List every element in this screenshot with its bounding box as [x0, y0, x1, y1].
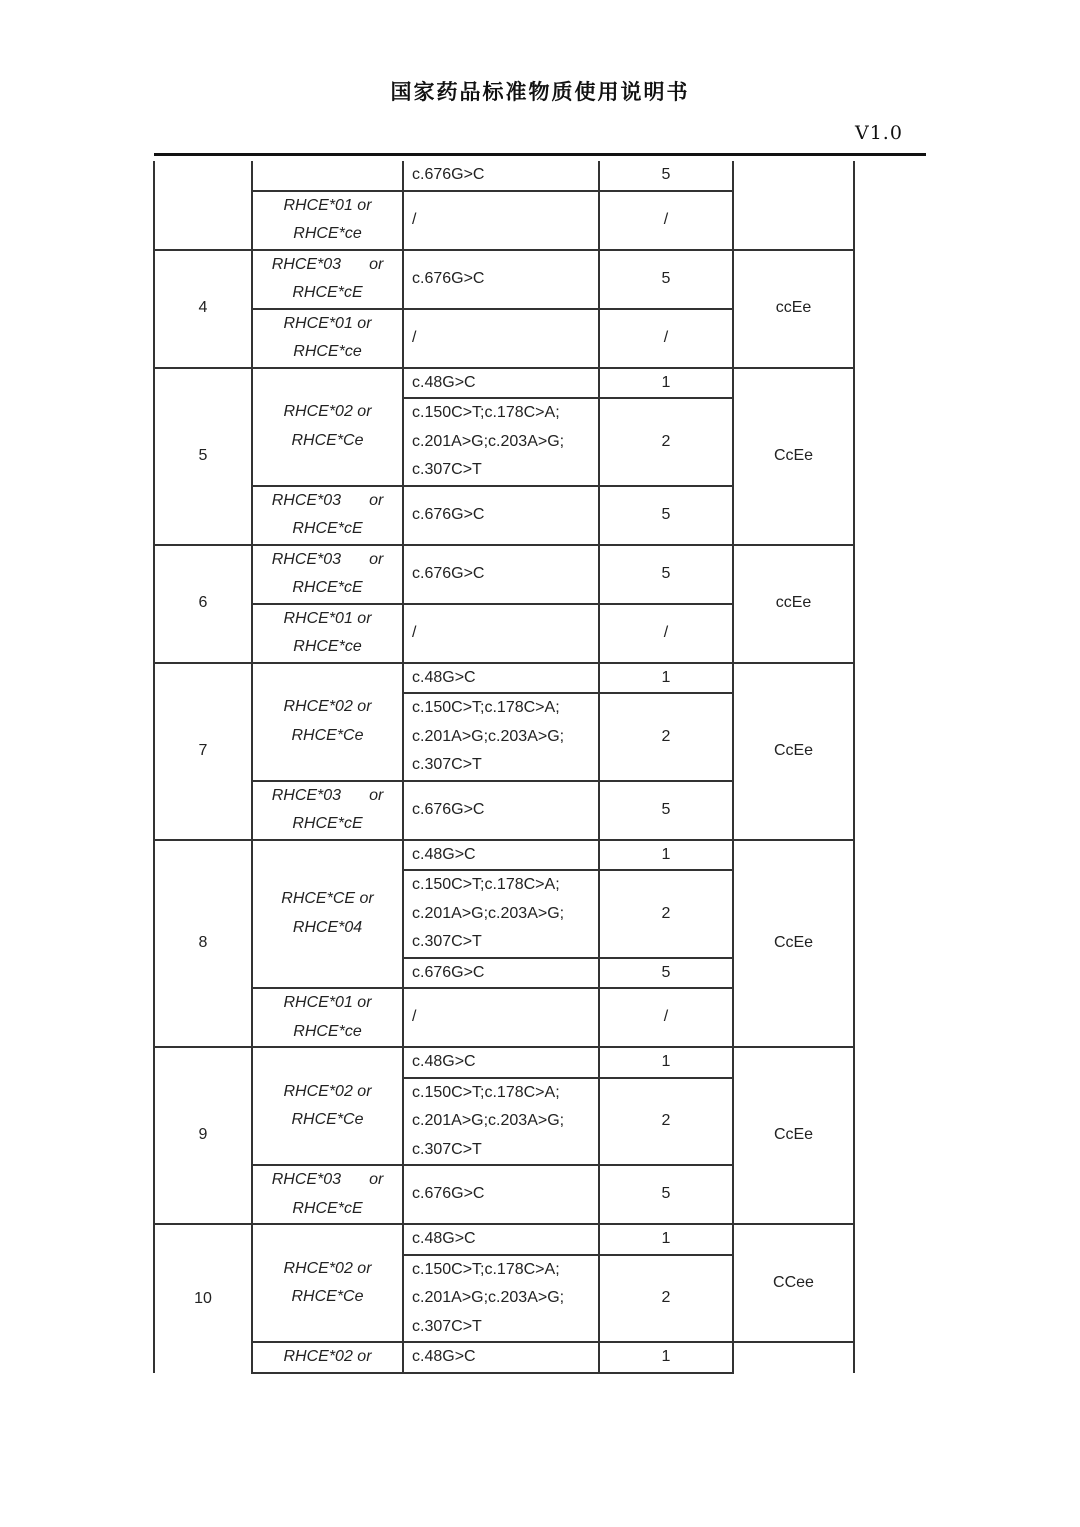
- allele-line: RHCE*03: [271, 1171, 342, 1188]
- exon-cell: 5: [599, 486, 733, 545]
- allele-cell: [252, 486, 403, 545]
- mutation-cell: [403, 1078, 599, 1166]
- exon-cell: 2: [599, 693, 733, 781]
- exon-cell: /: [599, 309, 733, 368]
- allele-line: or: [369, 786, 384, 804]
- version-label: V1.0: [855, 122, 903, 144]
- allele-cell: [252, 545, 403, 604]
- mutation-line: c.150C>T;c.178C>A;: [412, 404, 560, 421]
- mutation-cell: c.676G>C: [403, 486, 599, 545]
- table-row: [154, 840, 854, 871]
- mutation-line: c.307C>T: [412, 461, 482, 478]
- allele-line: RHCE*cE: [292, 815, 363, 832]
- phenotype-cell: ccEe: [733, 545, 854, 663]
- allele-line: RHCE*04: [292, 918, 363, 936]
- allele-cell: [252, 1047, 403, 1165]
- allele-line: RHCE*02 or: [283, 1259, 372, 1277]
- mutation-line: c.201A>G;c.203A>G;: [412, 432, 565, 450]
- allele-line: RHCE*01 or: [283, 196, 372, 214]
- mutation-cell: /: [403, 604, 599, 663]
- allele-line: RHCE*03: [271, 786, 342, 804]
- allele-line: RHCE*Ce: [291, 1111, 364, 1128]
- allele-cell: [252, 988, 403, 1047]
- allele-cell: [252, 250, 403, 309]
- mutation-cell: c.48G>C: [403, 1342, 599, 1373]
- table-row: [154, 545, 854, 604]
- mutation-cell: c.676G>C: [403, 545, 599, 604]
- sample-no-cell: 4: [154, 250, 252, 368]
- allele-line: or: [369, 1171, 384, 1188]
- allele-cell: [252, 368, 403, 486]
- allele-line: RHCE*Ce: [291, 1288, 364, 1305]
- mutation-line: c.201A>G;c.203A>G;: [412, 1112, 565, 1129]
- mutation-cell: c.676G>C: [403, 958, 599, 989]
- mutation-cell: c.676G>C: [403, 1165, 599, 1224]
- sample-no-cell: [154, 161, 252, 250]
- allele-cell: RHCE*02 or: [252, 1342, 403, 1373]
- mutation-cell: c.48G>C: [403, 1224, 599, 1255]
- exon-cell: /: [599, 988, 733, 1047]
- exon-cell: 5: [599, 161, 733, 191]
- table-row: [154, 1224, 854, 1255]
- allele-line: RHCE*02 or: [283, 1082, 372, 1100]
- allele-line: RHCE*ce: [293, 638, 362, 655]
- exon-cell: 5: [599, 958, 733, 989]
- allele-line: or: [369, 255, 384, 273]
- exon-cell: 1: [599, 663, 733, 694]
- mutation-cell: c.48G>C: [403, 840, 599, 871]
- exon-cell: 1: [599, 1224, 733, 1255]
- mutation-line: c.201A>G;c.203A>G;: [412, 904, 565, 922]
- sample-no-cell: 7: [154, 663, 252, 840]
- exon-cell: 1: [599, 1342, 733, 1373]
- mutation-line: c.201A>G;c.203A>G;: [412, 727, 565, 745]
- table-row: [154, 368, 854, 399]
- exon-cell: /: [599, 191, 733, 250]
- allele-line: RHCE*01 or: [283, 314, 372, 332]
- allele-cell: [252, 191, 403, 250]
- allele-line: RHCE*01 or: [283, 609, 372, 627]
- exon-cell: 2: [599, 1255, 733, 1343]
- allele-line: RHCE*ce: [293, 1022, 362, 1040]
- allele-cell: [252, 663, 403, 781]
- allele-line: RHCE*ce: [293, 343, 362, 360]
- table-row: [154, 250, 854, 309]
- mutation-line: c.150C>T;c.178C>A;: [412, 876, 560, 893]
- header-rule: [154, 153, 926, 156]
- allele-line: RHCE*02 or: [283, 698, 372, 715]
- exon-cell: 2: [599, 398, 733, 486]
- exon-cell: 1: [599, 840, 733, 871]
- allele-line: RHCE*cE: [292, 520, 363, 537]
- sample-no-cell: 6: [154, 545, 252, 663]
- table-row: [154, 1342, 854, 1373]
- mutation-cell: /: [403, 191, 599, 250]
- allele-line: or: [369, 491, 384, 509]
- mutation-cell: [403, 693, 599, 781]
- allele-line: RHCE*02 or: [283, 403, 372, 420]
- mutation-line: c.150C>T;c.178C>A;: [412, 699, 560, 716]
- sample-no-cell: 8: [154, 840, 252, 1048]
- allele-line: RHCE*cE: [292, 579, 363, 596]
- exon-cell: 5: [599, 545, 733, 604]
- allele-line: RHCE*Ce: [291, 726, 364, 744]
- mutation-cell: /: [403, 988, 599, 1047]
- allele-line: or: [369, 550, 384, 568]
- mutation-cell: c.48G>C: [403, 663, 599, 694]
- mutation-line: c.201A>G;c.203A>G;: [412, 1289, 565, 1306]
- allele-line: RHCE*CE or: [281, 890, 374, 908]
- mutation-cell: c.676G>C: [403, 250, 599, 309]
- phenotype-cell: CcEe: [733, 663, 854, 840]
- phenotype-cell: CcEe: [733, 368, 854, 545]
- genotype-table: [153, 161, 855, 1374]
- table-row: [154, 663, 854, 694]
- allele-cell: [252, 1224, 403, 1342]
- allele-cell: [252, 309, 403, 368]
- mutation-cell: [403, 870, 599, 958]
- phenotype-cell-empty: [733, 1342, 854, 1373]
- allele-cell: [252, 781, 403, 840]
- page-title: 国家药品标准物质使用说明书: [390, 79, 690, 104]
- allele-line: RHCE*cE: [292, 284, 363, 301]
- table-row: [154, 1047, 854, 1078]
- mutation-line: c.150C>T;c.178C>A;: [412, 1260, 560, 1278]
- allele-line: RHCE*01 or: [283, 994, 372, 1011]
- mutation-cell: [403, 398, 599, 486]
- phenotype-cell: CCee: [733, 1224, 854, 1342]
- phenotype-cell: CcEe: [733, 840, 854, 1048]
- mutation-line: c.307C>T: [412, 1317, 482, 1335]
- allele-line: RHCE*03: [271, 550, 342, 568]
- allele-cell: [252, 1165, 403, 1224]
- mutation-cell: c.48G>C: [403, 1047, 599, 1078]
- table-row: [154, 161, 854, 191]
- phenotype-cell: ccEe: [733, 250, 854, 368]
- allele-line: RHCE*Ce: [291, 431, 364, 449]
- mutation-line: c.307C>T: [412, 756, 482, 773]
- mutation-line: c.307C>T: [412, 933, 482, 950]
- exon-cell: 1: [599, 1047, 733, 1078]
- exon-cell: /: [599, 604, 733, 663]
- allele-line: RHCE*03: [271, 491, 342, 509]
- phenotype-cell: [733, 161, 854, 250]
- mutation-line: c.307C>T: [412, 1140, 482, 1158]
- allele-cell: [252, 604, 403, 663]
- sample-no-cell: 9: [154, 1047, 252, 1224]
- phenotype-cell: CcEe: [733, 1047, 854, 1224]
- mutation-cell: c.676G>C: [403, 161, 599, 191]
- mutation-line: c.150C>T;c.178C>A;: [412, 1083, 560, 1101]
- exon-cell: 2: [599, 1078, 733, 1166]
- mutation-cell: c.676G>C: [403, 781, 599, 840]
- exon-cell: 5: [599, 250, 733, 309]
- mutation-cell: c.48G>C: [403, 368, 599, 399]
- exon-cell: 5: [599, 1165, 733, 1224]
- mutation-cell: /: [403, 309, 599, 368]
- allele-line: RHCE*ce: [293, 225, 362, 242]
- mutation-cell: [403, 1255, 599, 1343]
- exon-cell: 1: [599, 368, 733, 399]
- sample-no-cell: 5: [154, 368, 252, 545]
- allele-cell: [252, 840, 403, 989]
- allele-cell: [252, 161, 403, 191]
- exon-cell: 2: [599, 870, 733, 958]
- sample-no-cell: 10: [154, 1224, 252, 1373]
- allele-line: RHCE*03: [271, 255, 342, 273]
- allele-line: RHCE*cE: [292, 1199, 363, 1217]
- exon-cell: 5: [599, 781, 733, 840]
